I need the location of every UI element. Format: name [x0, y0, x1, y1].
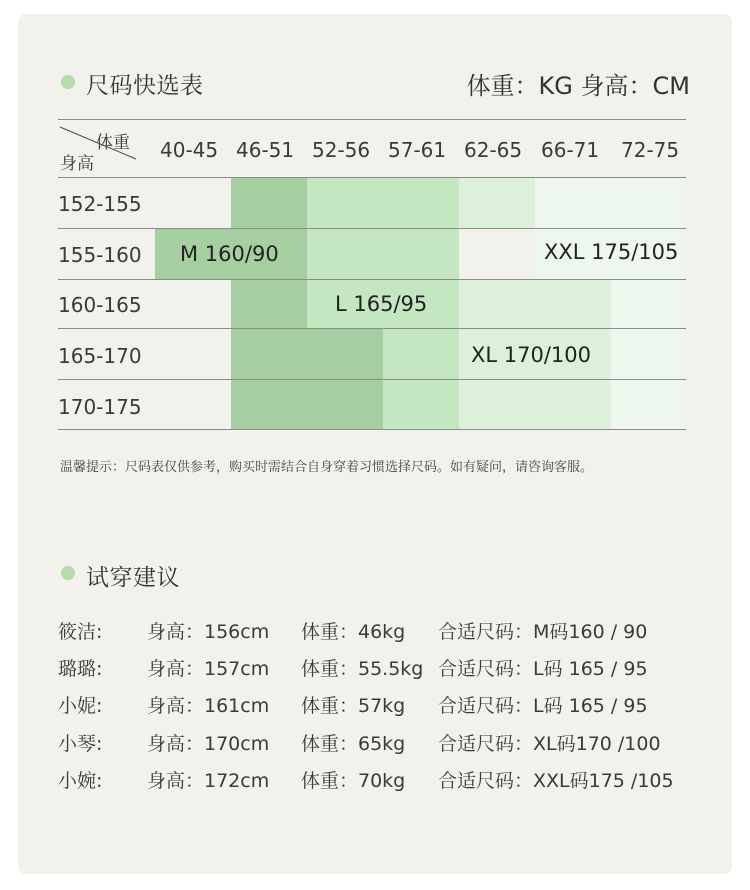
height-range-header: 165-170 — [58, 344, 142, 368]
suggestion-row — [58, 617, 698, 647]
corner-label-height: 身高 — [60, 154, 94, 174]
table-divider — [58, 177, 686, 178]
suggestion-size: 合适尺码：M码160 / 90 — [438, 621, 648, 643]
suggestion-weight: 体重：55.5kg — [301, 658, 424, 680]
weight-range-header: 62-65 — [464, 138, 523, 162]
weight-range-header: 57-61 — [388, 138, 447, 162]
table-divider — [58, 328, 686, 329]
table-border — [58, 119, 686, 120]
table-divider — [58, 228, 686, 229]
corner-label-weight: 体重 — [96, 133, 130, 153]
suggestion-size: 合适尺码：XL码170 /100 — [438, 733, 661, 755]
suggestion-height: 身高：157cm — [147, 658, 270, 680]
size-chart-table — [58, 119, 686, 431]
suggestion-row — [58, 766, 698, 796]
suggestion-height: 身高：170cm — [147, 733, 270, 755]
suggestion-row — [58, 691, 698, 721]
height-range-header: 170-175 — [58, 395, 142, 419]
size-label-m: M 160/90 — [180, 242, 279, 266]
suggestion-weight: 体重：57kg — [301, 695, 406, 717]
section-bullet-icon — [61, 566, 75, 580]
table-divider — [58, 279, 686, 280]
suggestion-size: 合适尺码：XXL码175 /105 — [438, 770, 674, 792]
size-chart-title: 尺码快选表 — [86, 73, 204, 99]
suggestion-weight: 体重：65kg — [301, 733, 406, 755]
height-range-header: 160-165 — [58, 293, 142, 317]
suggestion-name: 小琴: — [58, 733, 103, 755]
suggestion-height: 身高：172cm — [147, 770, 270, 792]
suggestion-weight: 体重：70kg — [301, 770, 406, 792]
suggestion-height: 身高：161cm — [147, 695, 270, 717]
suggestion-name: 璐璐: — [58, 658, 103, 680]
suggestion-name: 筱洁: — [58, 621, 103, 643]
suggestion-row — [58, 654, 698, 684]
size-label-xl: XL 170/100 — [471, 343, 592, 367]
suggestion-row — [58, 729, 698, 759]
size-label-l: L 165/95 — [335, 292, 428, 316]
size-tip-text: 温馨提示：尺码表仅供参考，购买时需结合自身穿着习惯选择尺码。如有疑问，请咨询客服。 — [60, 460, 594, 475]
size-region-xxl — [611, 279, 686, 429]
suggestion-height: 身高：156cm — [147, 621, 270, 643]
table-divider — [58, 379, 686, 380]
units-note: 体重：KG 身高：CM — [466, 72, 690, 100]
size-label-xxl: XXL 175/105 — [544, 240, 679, 264]
section-bullet-icon — [61, 75, 75, 89]
suggestion-size: 合适尺码：L码 165 / 95 — [438, 658, 648, 680]
suggestion-name: 小妮: — [58, 695, 103, 717]
weight-range-header: 52-56 — [312, 138, 371, 162]
suggestion-size: 合适尺码：L码 165 / 95 — [438, 695, 648, 717]
weight-range-header: 40-45 — [160, 138, 219, 162]
table-border — [58, 429, 686, 430]
suggestions-title: 试穿建议 — [86, 565, 180, 591]
suggestion-weight: 体重：46kg — [301, 621, 406, 643]
weight-range-header: 46-51 — [236, 138, 295, 162]
weight-range-header: 72-75 — [621, 138, 680, 162]
suggestion-name: 小婉: — [58, 770, 103, 792]
size-region-xl — [459, 177, 535, 228]
height-range-header: 155-160 — [58, 243, 142, 267]
weight-range-header: 66-71 — [541, 138, 600, 162]
height-range-header: 152-155 — [58, 192, 142, 216]
